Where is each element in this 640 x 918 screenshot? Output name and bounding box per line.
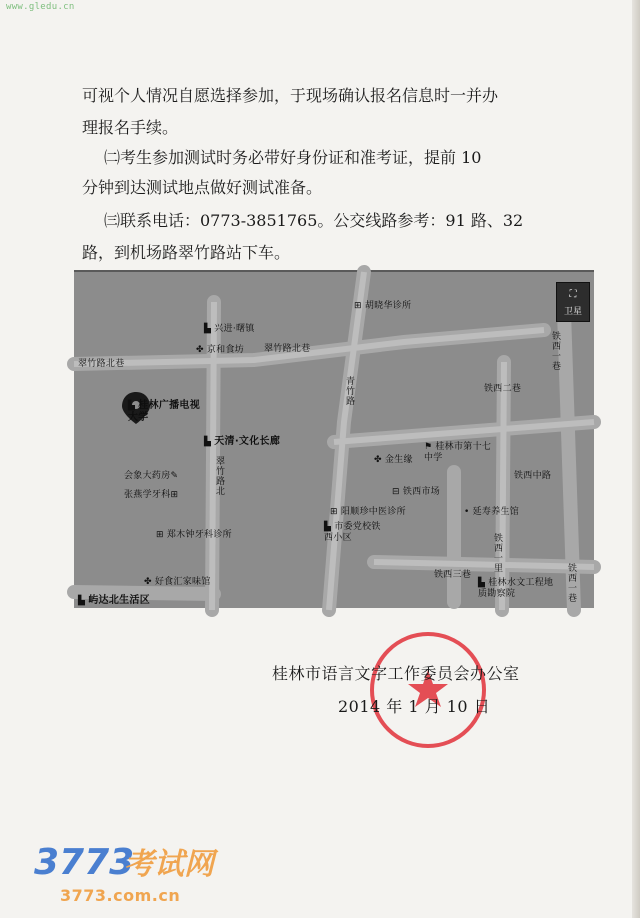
market-icon: ⊟ xyxy=(392,487,400,497)
map-label[interactable]: ⊞ 郑木钟牙科诊所 xyxy=(156,530,232,540)
svg-text:3773: 3773 xyxy=(34,842,135,883)
map-label[interactable]: 铁西一巷 xyxy=(552,332,562,372)
map-label[interactable]: 铁西一里 xyxy=(494,534,504,574)
map-label[interactable]: ▙ 市委党校铁西小区 xyxy=(324,522,381,543)
building-icon: ▙ xyxy=(204,324,212,334)
body-paragraph: 路，到机场路翠竹路站下车。 xyxy=(82,243,291,262)
body-paragraph: 可视个人情况自愿选择参加，于现场确认报名信息时一并办 xyxy=(82,86,499,105)
map-label-destination[interactable]: ▙ 桂林广播电视大学 xyxy=(128,400,201,423)
map-label[interactable]: ⚑ 桂林市第十七中学 xyxy=(424,442,492,463)
map-label[interactable]: 张燕学牙科⊞ xyxy=(124,490,179,500)
map-roads xyxy=(74,272,594,610)
signature-organization: 桂林市语言文字工作委员会办公室 xyxy=(272,664,520,683)
satellite-toggle-button[interactable]: ⛶ 卫星 xyxy=(556,282,590,322)
map-label[interactable]: 翠竹路北巷 xyxy=(78,359,125,369)
building-icon: ▙ xyxy=(78,596,86,606)
watermark-url-bottom: 3773.com.cn xyxy=(60,886,181,905)
map-label[interactable]: 铁西三巷 xyxy=(434,570,472,580)
watermark-url-top: www.gledu.cn xyxy=(6,2,75,12)
map-label[interactable]: ▙ 屿达北生活区 xyxy=(78,595,151,606)
building-icon: ▙ xyxy=(204,437,212,447)
body-paragraph: ㈡考生参加测试时务必带好身份证和准考证，提前 10 xyxy=(104,148,482,167)
body-paragraph: 分钟到达测试地点做好测试准备。 xyxy=(82,178,323,197)
map-label[interactable]: ✤ 好食汇家味馆 xyxy=(144,577,211,587)
map-label[interactable]: ▙ 天清·文化长廊 xyxy=(204,436,281,447)
restaurant-icon: ✤ xyxy=(196,345,204,355)
map-label[interactable]: 青竹路 xyxy=(346,377,356,407)
body-paragraph: ㈢联系电话：0773-3851765。公交线路参考：91 路、32 xyxy=(104,211,524,230)
pharmacy-icon: ✎ xyxy=(170,471,179,481)
map-label[interactable]: 铁西二巷 xyxy=(484,384,522,394)
clinic-icon: ⊞ xyxy=(330,507,338,517)
clinic-icon: ⊞ xyxy=(354,301,362,311)
map-label[interactable]: 会象大药房✎ xyxy=(124,471,179,481)
map-label[interactable]: ▙ 桂林水文工程地质勘察院 xyxy=(478,578,554,599)
map-label[interactable]: ⊟ 铁西市场 xyxy=(392,487,441,497)
location-map[interactable] xyxy=(74,270,594,608)
building-icon: ▙ xyxy=(324,522,332,532)
clinic-icon: ⊞ xyxy=(156,530,164,540)
body-paragraph: 理报名手续。 xyxy=(82,118,179,137)
satellite-icon: ⛶ xyxy=(569,289,577,300)
map-label[interactable]: 铁西一巷 xyxy=(568,564,578,604)
map-label[interactable]: 翠竹路北巷 xyxy=(264,344,311,354)
signature-date: 2014 年 1 月 10 日 xyxy=(338,697,491,716)
building-icon: ▙ xyxy=(128,401,136,411)
building-icon: ▙ xyxy=(478,578,486,588)
map-label[interactable]: 铁西中路 xyxy=(514,471,552,481)
svg-text:考试网: 考试网 xyxy=(124,847,214,882)
watermark-logo xyxy=(32,838,214,883)
restaurant-icon: ✤ xyxy=(144,577,152,587)
official-seal xyxy=(366,628,490,752)
restaurant-icon: ✤ xyxy=(374,455,382,465)
map-label[interactable]: ▙ 兴进·曙镇 xyxy=(204,324,255,334)
map-label[interactable]: ✤ 京和食坊 xyxy=(196,345,245,355)
map-label[interactable]: ⊞ 胡晓华诊所 xyxy=(354,301,412,311)
map-label[interactable]: • 延寿养生馆 xyxy=(464,507,520,517)
place-icon: • xyxy=(464,507,470,517)
map-label[interactable]: ✤ 金生缘 xyxy=(374,455,413,465)
clinic-icon: ⊞ xyxy=(170,490,179,500)
school-icon: ⚑ xyxy=(424,442,433,452)
map-label[interactable]: 翠竹路北 xyxy=(216,457,226,497)
map-label[interactable]: ⊞ 阳顺珍中医诊所 xyxy=(330,507,406,517)
